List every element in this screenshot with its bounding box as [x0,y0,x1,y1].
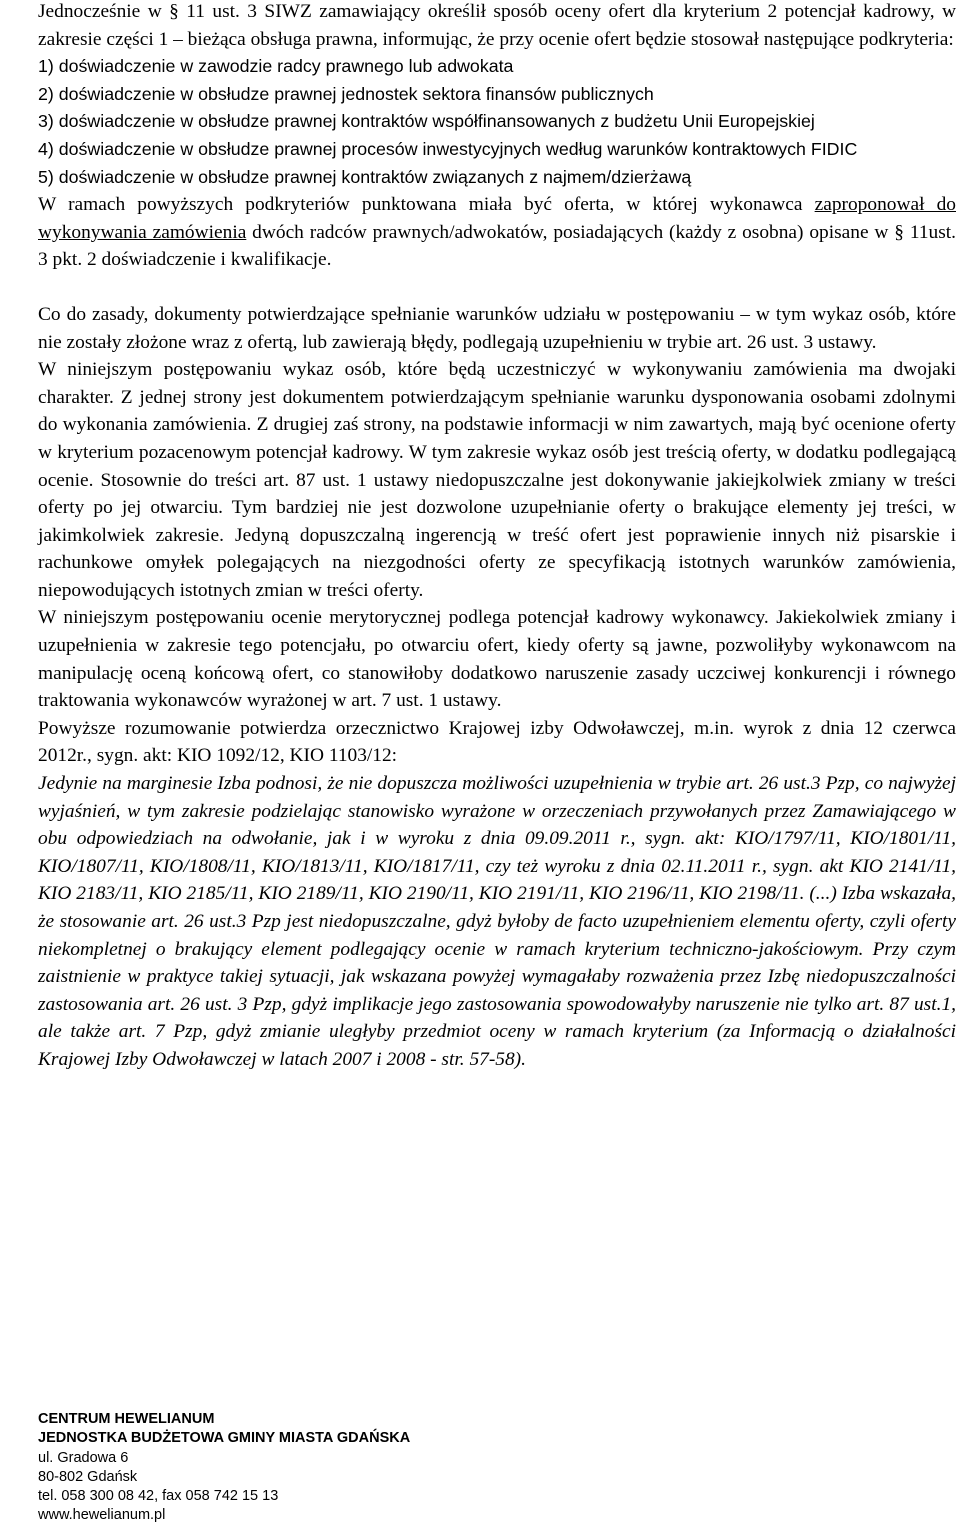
body-paragraph-2: W niniejszym postępowaniu wykaz osób, które będą uczestniczyć w wykonywaniu zamówienia ma dwojaki charakter. Z jednej strony jest dokumentem potwierdzającym spełnianie warunku dysponowania osobami zdolnymi do wykonania zamówienia. Z drugiej zaś strony, na podstawie informacji w nim zawartych, mają być ocenione oferty w kryterium pozacenowym potencjał kadrowy. W tym zakresie wykaz osób jest treścią oferty, w dodatku podlegającą ocenie. Stosownie do treści art. 87 ust. 1 ustawy niedopuszczalne jest dokonywanie jakiejkolwiek zmiany w treści oferty po jej otwarciu. Tym bardziej nie jest dozwolone uzupełnianie oferty o brakujące elementy jej treści, w jakimkolwiek zakresie. Jedyną dopuszczalną ingerencją w treść ofert jest poprawienie innych niż pisarskie i rachunkowe omyłek polegających na niezgodności oferty ze specyfikacją istotnych warunków zamówienia, niepowodujących istotnych zmian w treści oferty. [38,359,956,601]
footer-street: ul. Gradowa 6 [38,1449,129,1466]
footer-org-name: CENTRUM HEWELIANUM [38,1411,215,1427]
scoring-summary-start: W ramach powyższych podkryteriów punktowana miała być oferta, w której wykonawca [38,194,815,216]
body-paragraph-3: W niniejszym postępowaniu ocenie merytorycznej podlega potencjał kadrowy wykonawcy. Jakiekolwiek zmiany i uzupełnienia w zakresie tego potencjału, po otwarciu ofert, kiedy oferty są jawne, pozwoliłyby wykonawcom na manipulację oceną końcową ofert, co stanowiłoby dodatkowo naruszenie zasady uczciwej konkurencji i równego traktowania wykonawców wyrażonej w art. 7 ust. 1 ustawy. [38,607,956,712]
footer-phone-fax: tel. 058 300 08 42, fax 058 742 15 13 [38,1488,279,1505]
body-paragraph-1: Co do zasady, dokumenty potwierdzające spełnianie warunków udziału w postępowaniu – w tym wykaz osób, które nie zostały złożone wraz z ofertą, lub zawierają błędy, podlegają uzupełnieniu w trybie art. 26 ust. 3 ustawy. [38,303,956,353]
court-ruling-quote: Jedynie na marginesie Izba podnosi, że nie dopuszcza możliwości uzupełnienia w trybie art. 26 ust.3 Pzp, co najwyżej wyjaśnień, w tym zakresie podzielając stanowisko wyrażone w orzeczeniach przywołanych przez Zamawiającego w obu odpowiedziach na odwołanie, jak i w wyroku z dnia 09.09.2011 r., sygn. akt: KIO/1797/11, KIO/1801/11, KIO/1807/11, KIO/1808/11, KIO/1813/11, KIO/1817/11, czy też wyroku z dnia 02.11.2011 r., sygn. akt KIO 2141/11, KIO 2183/11, KIO 2185/11, KIO 2189/11, KIO 2190/11, KIO 2191/11, KIO 2196/11, KIO 2198/11. (...) Izba wskazała, że stosowanie art. 26 ust.3 Pzp jest niedopuszczalne, gdyż byłoby de facto uzupełnieniem elementu oferty, czyli oferty niekompletnej o brakujący element podlegający ocenie w ramach kryterium techniczno-jakościowym. Przy czym zaistnienie w praktyce takiej sytuacji, jak wskazana powyżej wymagałaby rozważenia przez Izbę niedopuszczalności zastosowania art. 26 ust. 3 Pzp, gdyż implikacje jego zastosowania spowodowałyby naruszenie nie tylko art. 87 ust.1, ale także art. 7 Pzp, gdyż zmianie uległyby przedmiot oceny w ramach kryterium (za Informacją o działalności Krajowej Izby Odwoławczej w latach 2007 i 2008 - str. 57-58). [38,773,956,1070]
criteria-item-1: 1) doświadczenie w zawodzie radcy prawnego lub adwokata [38,56,514,77]
footer-address-block [38,1410,410,1526]
criteria-item-2: 2) doświadczenie w obsłudze prawnej jednostek sektora finansów publicznych [38,83,654,104]
criteria-item-3: 3) doświadczenie w obsłudze prawnej kontraktów współfinansowanych z budżetu Unii Europejskiej [38,111,815,132]
document-page [38,0,956,1074]
footer-website: www.hewelianum.pl [38,1507,166,1524]
criteria-item-4: 4) doświadczenie w obsłudze prawnej procesów inwestycyjnych według warunków kontraktowych FIDIC [38,138,858,159]
scoring-summary-end: dwóch radców prawnych/adwokatów, posiadających (każdy z osobna) opisane w § 11ust. 3 pkt. 2 doświadczenie i kwalifikacje. [38,221,956,271]
paragraph-gap [38,274,956,301]
scoring-summary-underlined: zaproponował do wykonywania zamówienia [38,194,956,243]
body-paragraph-4: Powyższe rozumowanie potwierdza orzecznictwo Krajowej izby Odwoławczej, m.in. wyrok z dnia 12 czerwca 2012r., sygn. akt: KIO 1092/12, KIO 1103/12: [38,717,956,767]
intro-paragraph: Jednocześnie w § 11 ust. 3 SIWZ zamawiający określił sposób oceny ofert dla kryterium 2 potencjał kadrowy, w zakresie części 1 – bieżąca obsługa prawna, informując, że przy ocenie ofert będzie stosował następujące podkryteria: [38,1,956,50]
criteria-item-5: 5) doświadczenie w obsłudze prawnej kontraktów związanych z najmem/dzierżawą [38,166,692,187]
scoring-summary-paragraph [38,191,956,274]
footer-org-subtitle: JEDNOSTKA BUDŻETOWA GMINY MIASTA GDAŃSKA [38,1430,411,1447]
footer-city: 80-802 Gdańsk [38,1468,138,1485]
